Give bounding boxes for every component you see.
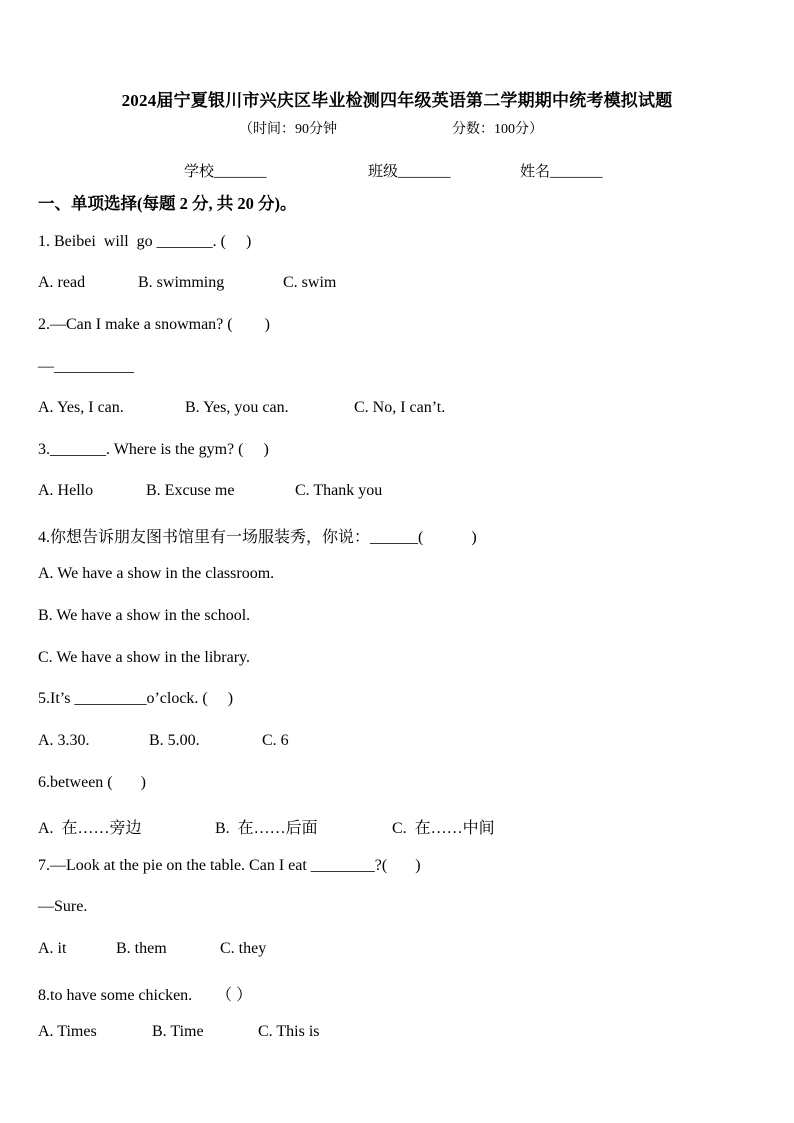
question-1: 1. Beibei will go _______. ( ) <box>38 233 252 250</box>
question-2-option-a: A. Yes, I can. <box>38 399 124 416</box>
question-2-answer-line: —__________ <box>38 358 134 375</box>
question-6: 6.between ( ) <box>38 774 146 791</box>
question-7-answer-line: —Sure. <box>38 898 88 915</box>
question-6-option-a: A. 在……旁边 <box>38 820 142 837</box>
question-8: 8.to have some chicken. （ ） <box>38 987 253 1004</box>
school-field: 学校_______ <box>184 164 267 180</box>
question-2: 2.—Can I make a snowman? ( ) <box>38 316 270 333</box>
question-7-option-b: B. them <box>116 940 167 957</box>
question-3: 3._______. Where is the gym? ( ) <box>38 441 269 458</box>
exam-title: 2024届宁夏银川市兴庆区毕业检测四年级英语第二学期期中统考模拟试题 <box>121 91 673 110</box>
question-7: 7.—Look at the pie on the table. Can I eat ________?( ) <box>38 857 421 874</box>
question-6-option-c: C. 在……中间 <box>392 820 495 837</box>
question-2-option-b: B. Yes, you can. <box>185 399 289 416</box>
question-4-option-a: A. We have a show in the classroom. <box>38 565 275 582</box>
exam-score: 分数：100分） <box>452 122 543 137</box>
question-5-option-b: B. 5.00. <box>149 732 200 749</box>
name-field: 姓名_______ <box>520 164 603 180</box>
question-5-option-a: A. 3.30. <box>38 732 90 749</box>
question-1-option-b: B. swimming <box>138 274 225 291</box>
exam-time: （时间：90分钟 <box>239 122 337 137</box>
section-heading: 一、单项选择(每题 2 分, 共 20 分)。 <box>38 194 297 213</box>
question-2-option-c: C. No, I can’t. <box>354 399 446 416</box>
question-3-option-c: C. Thank you <box>295 482 383 499</box>
question-8-option-a: A. Times <box>38 1023 97 1040</box>
question-4-option-c: C. We have a show in the library. <box>38 649 250 666</box>
class-field: 班级_______ <box>368 164 451 180</box>
question-7-option-a: A. it <box>38 940 67 957</box>
question-8-option-b: B. Time <box>152 1023 204 1040</box>
question-8-option-c: C. This is <box>258 1023 320 1040</box>
question-5-option-c: C. 6 <box>262 732 289 749</box>
question-3-option-b: B. Excuse me <box>146 482 235 499</box>
question-3-option-a: A. Hello <box>38 482 94 499</box>
question-5: 5.It’s _________o’clock. ( ) <box>38 690 234 707</box>
question-7-option-c: C. they <box>220 940 267 957</box>
question-1-option-a: A. read <box>38 274 86 291</box>
question-6-option-b: B. 在……后面 <box>215 820 318 837</box>
question-1-option-c: C. swim <box>283 274 337 291</box>
question-4-option-b: B. We have a show in the school. <box>38 607 251 624</box>
question-4: 4.你想告诉朋友图书馆里有一场服装秀，你说：______( ) <box>38 529 477 546</box>
